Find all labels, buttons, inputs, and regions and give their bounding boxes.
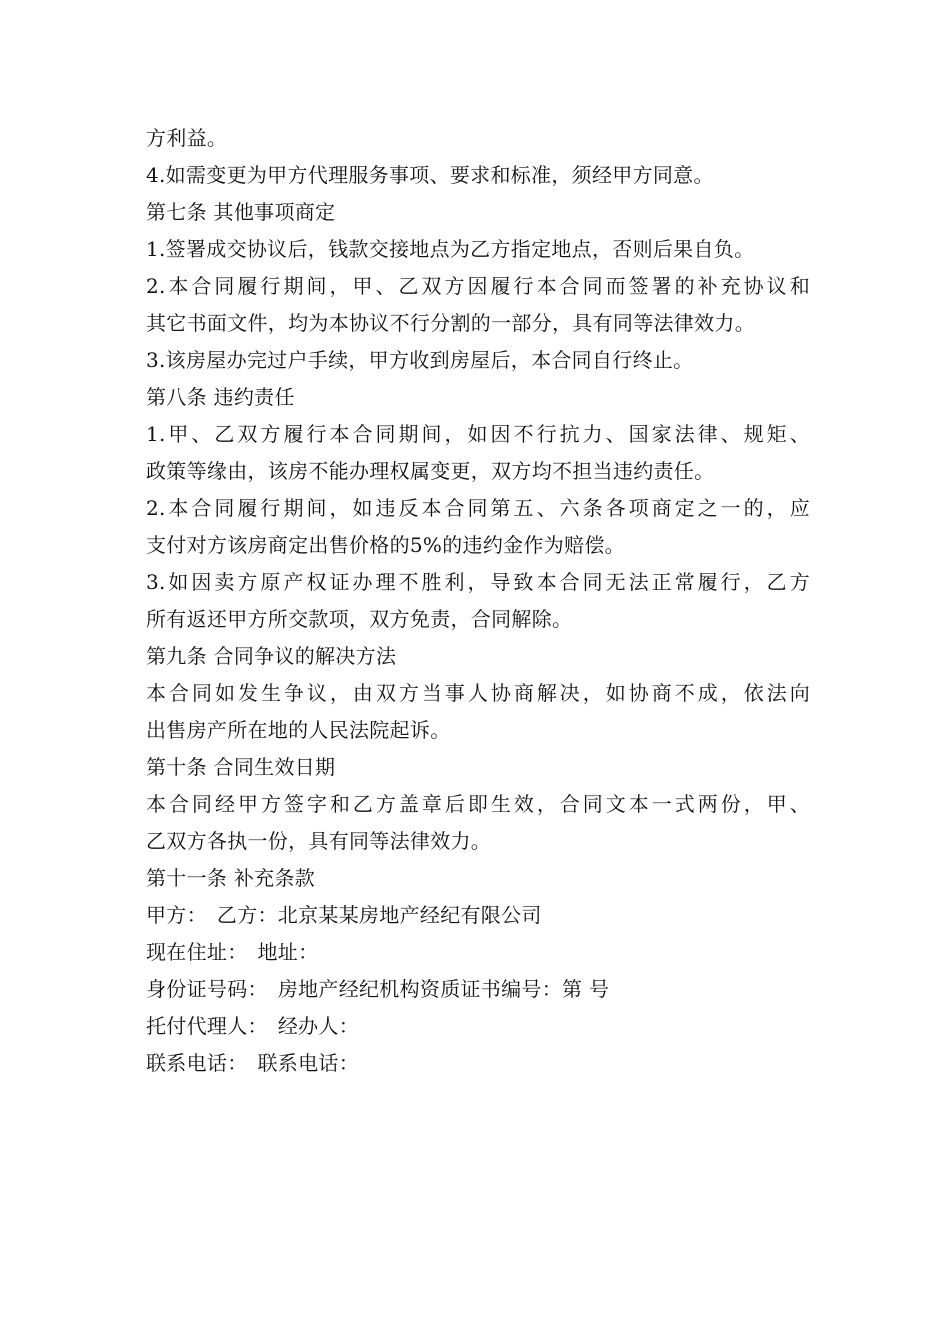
text-line-13: 3.如因卖方原产权证办理不胜利，导致本合同无法正常履行，乙方 — [146, 570, 810, 594]
phone-a-label: 联系电话： — [146, 1051, 248, 1075]
text-line-10: 政策等缘由，该房不能办理权属变更，双方均不担当违约责任。 — [146, 459, 715, 483]
section-heading-article-8: 第八条 违约责任 — [146, 385, 295, 409]
text-line-1: 方利益。 — [146, 126, 228, 150]
signature-row-agent — [146, 1008, 810, 1045]
text-line-6: 其它书面文件，均为本协议不行分割的一部分，具有同等法律效力。 — [146, 311, 755, 335]
text-line-4: 1.签署成交协议后，钱款交接地点为乙方指定地点，否则后果自负。 — [146, 237, 755, 261]
id-a-label: 身份证号码： — [146, 977, 268, 1001]
section-heading-article-7: 第七条 其他事项商定 — [146, 200, 336, 224]
party-a-label: 甲方： — [146, 903, 207, 927]
text-line-12: 支付对方该房商定出售价格的5%的违约金作为赔偿。 — [146, 533, 625, 557]
text-line-7: 3.该房屋办完过户手续，甲方收到房屋后，本合同自行终止。 — [146, 348, 694, 372]
text-line-5: 2.本合同履行期间，甲、乙双方因履行本合同而签署的补充协议和 — [146, 274, 810, 298]
id-b-label: 房地产经纪机构资质证书编号：第 号 — [277, 977, 610, 1001]
section-heading-article-9: 第九条 合同争议的解决方法 — [146, 644, 397, 668]
section-heading-article-11: 第十一条 补充条款 — [146, 866, 316, 890]
document-body — [146, 120, 810, 1082]
text-line-19: 本合同经甲方签字和乙方盖章后即生效，合同文本一式两份，甲、 — [146, 792, 810, 816]
address-a-label: 现在住址： — [146, 940, 248, 964]
text-line-16: 本合同如发生争议，由双方当事人协商解决，如协商不成，依法向 — [146, 681, 810, 705]
signature-row-address — [146, 934, 810, 971]
agent-a-label: 托付代理人： — [146, 1014, 268, 1038]
text-line-11: 2.本合同履行期间，如违反本合同第五、六条各项商定之一的，应 — [146, 496, 810, 520]
text-line-20: 乙双方各执一份，具有同等法律效力。 — [146, 829, 492, 853]
text-line-17: 出售房产所在地的人民法院起诉。 — [146, 718, 451, 742]
text-line-14: 所有返还甲方所交款项，双方免责，合同解除。 — [146, 607, 573, 631]
address-b-label: 地址： — [257, 940, 319, 964]
text-line-2: 4.如需变更为甲方代理服务事项、要求和标准，须经甲方同意。 — [146, 163, 714, 187]
agent-b-label: 经办人： — [277, 1014, 360, 1038]
signature-row-phone — [146, 1045, 810, 1082]
party-b-label: 乙方：北京某某房地产经纪有限公司 — [216, 903, 542, 927]
section-heading-article-10: 第十条 合同生效日期 — [146, 755, 336, 779]
signature-row-id — [146, 971, 810, 1008]
phone-b-label: 联系电话： — [257, 1051, 359, 1075]
signature-row-party — [146, 897, 810, 934]
text-line-9: 1.甲、乙双方履行本合同期间，如因不行抗力、国家法律、规矩、 — [146, 422, 810, 446]
